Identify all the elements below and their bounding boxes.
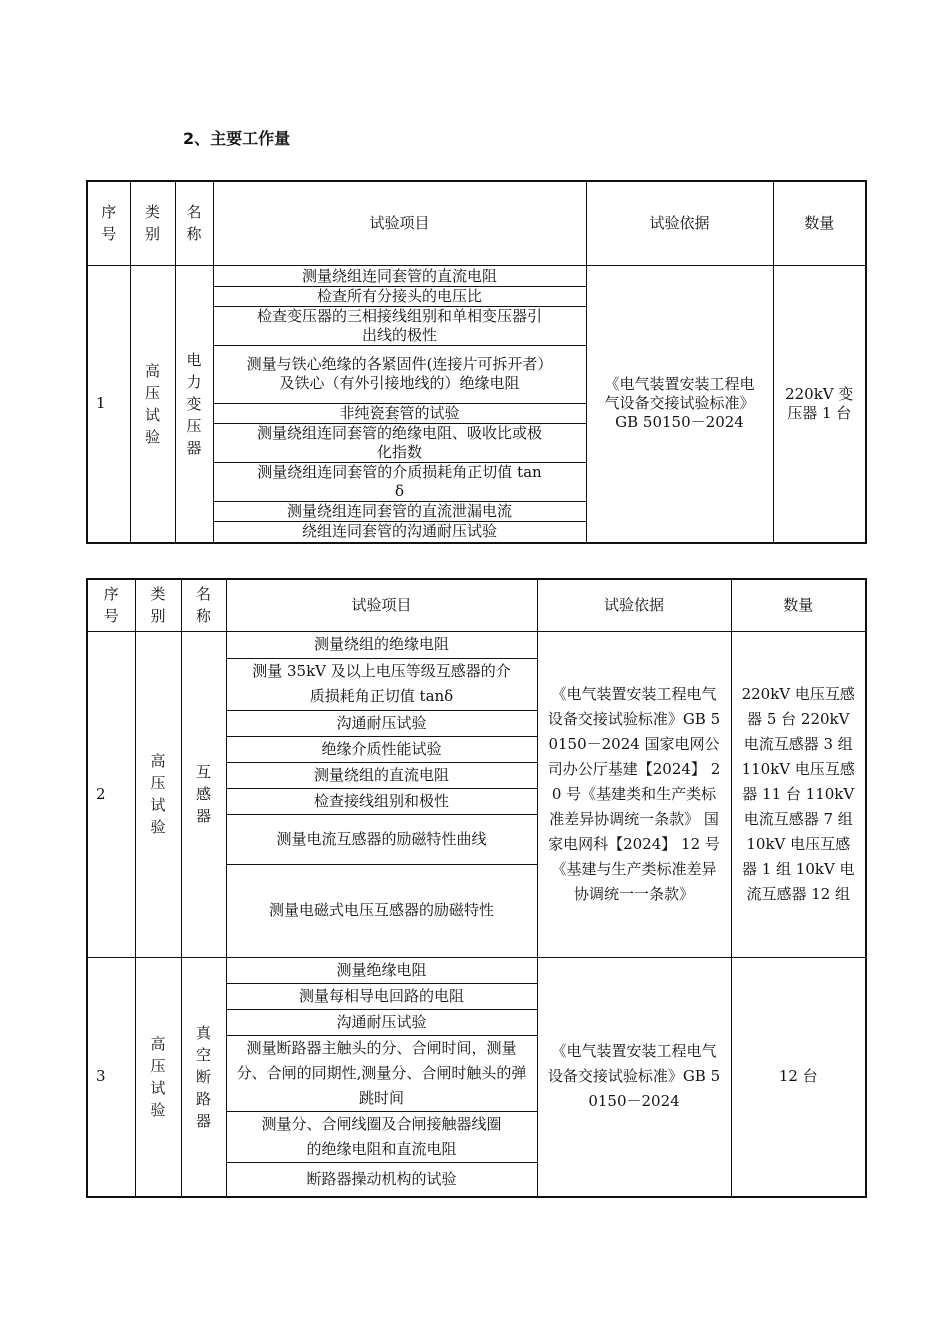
row-no: 3 (87, 957, 135, 1197)
row-no: 2 (87, 631, 135, 957)
row-equipment-name: 互 感 器 (181, 631, 226, 957)
test-item: 检查接线组别和极性 (227, 788, 537, 814)
header-quantity: 数量 (731, 579, 866, 631)
row-no: 1 (87, 265, 130, 543)
test-item: 测量绕组连同套管的直流电阻 (214, 266, 586, 286)
table-row (87, 265, 866, 543)
header-quantity: 数量 (773, 181, 866, 265)
row-basis: 《电气装置安装工程电气设备交接试验标准》GB 50150－2024 (586, 265, 773, 543)
row-basis: 《电气装置安装工程电气设备交接试验标准》GB 50150－2024 国家电网公司办公厅基建【2024】 20 号《基建类和生产类标准差异协调统一条款》 国家电网科【2024】 12 号《基建与生产类标准差异协调统一一条款》 (537, 631, 731, 957)
table-header-row (87, 579, 866, 631)
test-item: 沟通耐压试验 (227, 710, 537, 736)
test-items-cell (226, 631, 537, 957)
table-header-row (87, 181, 866, 265)
header-test-items: 试验项目 (226, 579, 537, 631)
header-name: 名 称 (181, 579, 226, 631)
workload-table-transformer (86, 180, 867, 544)
row-category: 高 压 试 验 (130, 265, 175, 543)
test-item: 检查所有分接头的电压比 (214, 286, 586, 306)
test-item: 沟通耐压试验 (227, 1010, 537, 1036)
test-item: 测量绝缘电阻 (227, 958, 537, 984)
header-test-items: 试验项目 (213, 181, 586, 265)
workload-table-instruments-breakers (86, 578, 867, 1198)
row-equipment-name: 电 力 变 压 器 (175, 265, 213, 543)
test-item: 测量 35kV 及以上电压等级互感器的介质损耗角正切值 tanδ (227, 658, 537, 710)
test-item: 测量绕组连同套管的绝缘电阻、吸收比或极化指数 (214, 423, 586, 462)
test-item: 测量绕组的绝缘电阻 (227, 632, 537, 658)
test-item: 检查变压器的三相接线组别和单相变压器引出线的极性 (214, 306, 586, 345)
header-name: 名 称 (175, 181, 213, 265)
test-item: 测量绕组的直流电阻 (227, 762, 537, 788)
test-item: 测量电磁式电压互感器的励磁特性 (227, 864, 537, 956)
table-row (87, 957, 866, 1197)
row-quantity: 220kV 电压互感器 5 台 220kV 电流互感器 3 组 110kV 电压互感器 11 台 110kV 电流互感器 7 组 10kV 电压互感器 1 组 10kV 电流互感器 12 组 (731, 631, 866, 957)
test-item: 测量绕组连同套管的介质损耗角正切值 tanδ (214, 462, 586, 501)
test-item: 测量每相导电回路的电阻 (227, 984, 537, 1010)
header-basis: 试验依据 (537, 579, 731, 631)
test-item: 绝缘介质性能试验 (227, 736, 537, 762)
header-no: 序 号 (87, 579, 135, 631)
header-category: 类 别 (135, 579, 181, 631)
table-row (87, 631, 866, 957)
test-item: 非纯瓷套管的试验 (214, 403, 586, 423)
test-item: 测量分、合闸线圈及合闸接触器线圈的绝缘电阻和直流电阻 (227, 1112, 537, 1163)
row-quantity: 12 台 (731, 957, 866, 1197)
row-category: 高 压 试 验 (135, 631, 181, 957)
row-equipment-name: 真 空 断 路 器 (181, 957, 226, 1197)
row-quantity: 220kV 变压器 1 台 (773, 265, 866, 543)
header-no: 序 号 (87, 181, 130, 265)
test-item: 断路器操动机构的试验 (227, 1163, 537, 1196)
row-category: 高 压 试 验 (135, 957, 181, 1197)
test-item: 测量断路器主触头的分、合闸时间，测量分、合闸的同期性,测量分、合闸时触头的弹跳时间 (227, 1036, 537, 1112)
test-item: 测量与铁心绝缘的各紧固件(连接片可拆开者）及铁心（有外引接地线的）绝缘电阻 (214, 345, 586, 403)
row-basis: 《电气装置安装工程电气设备交接试验标准》GB 50150－2024 (537, 957, 731, 1197)
test-items-cell (213, 265, 586, 543)
test-item: 测量绕组连同套管的直流泄漏电流 (214, 501, 586, 521)
test-items-cell (226, 957, 537, 1197)
header-category: 类 别 (130, 181, 175, 265)
test-items-list (227, 632, 537, 956)
section-heading: 2、主要工作量 (183, 129, 291, 148)
test-items-list (227, 958, 537, 1196)
test-item: 测量电流互感器的励磁特性曲线 (227, 814, 537, 864)
test-item: 绕组连同套管的沟通耐压试验 (214, 521, 586, 541)
test-items-list (214, 266, 586, 541)
header-basis: 试验依据 (586, 181, 773, 265)
